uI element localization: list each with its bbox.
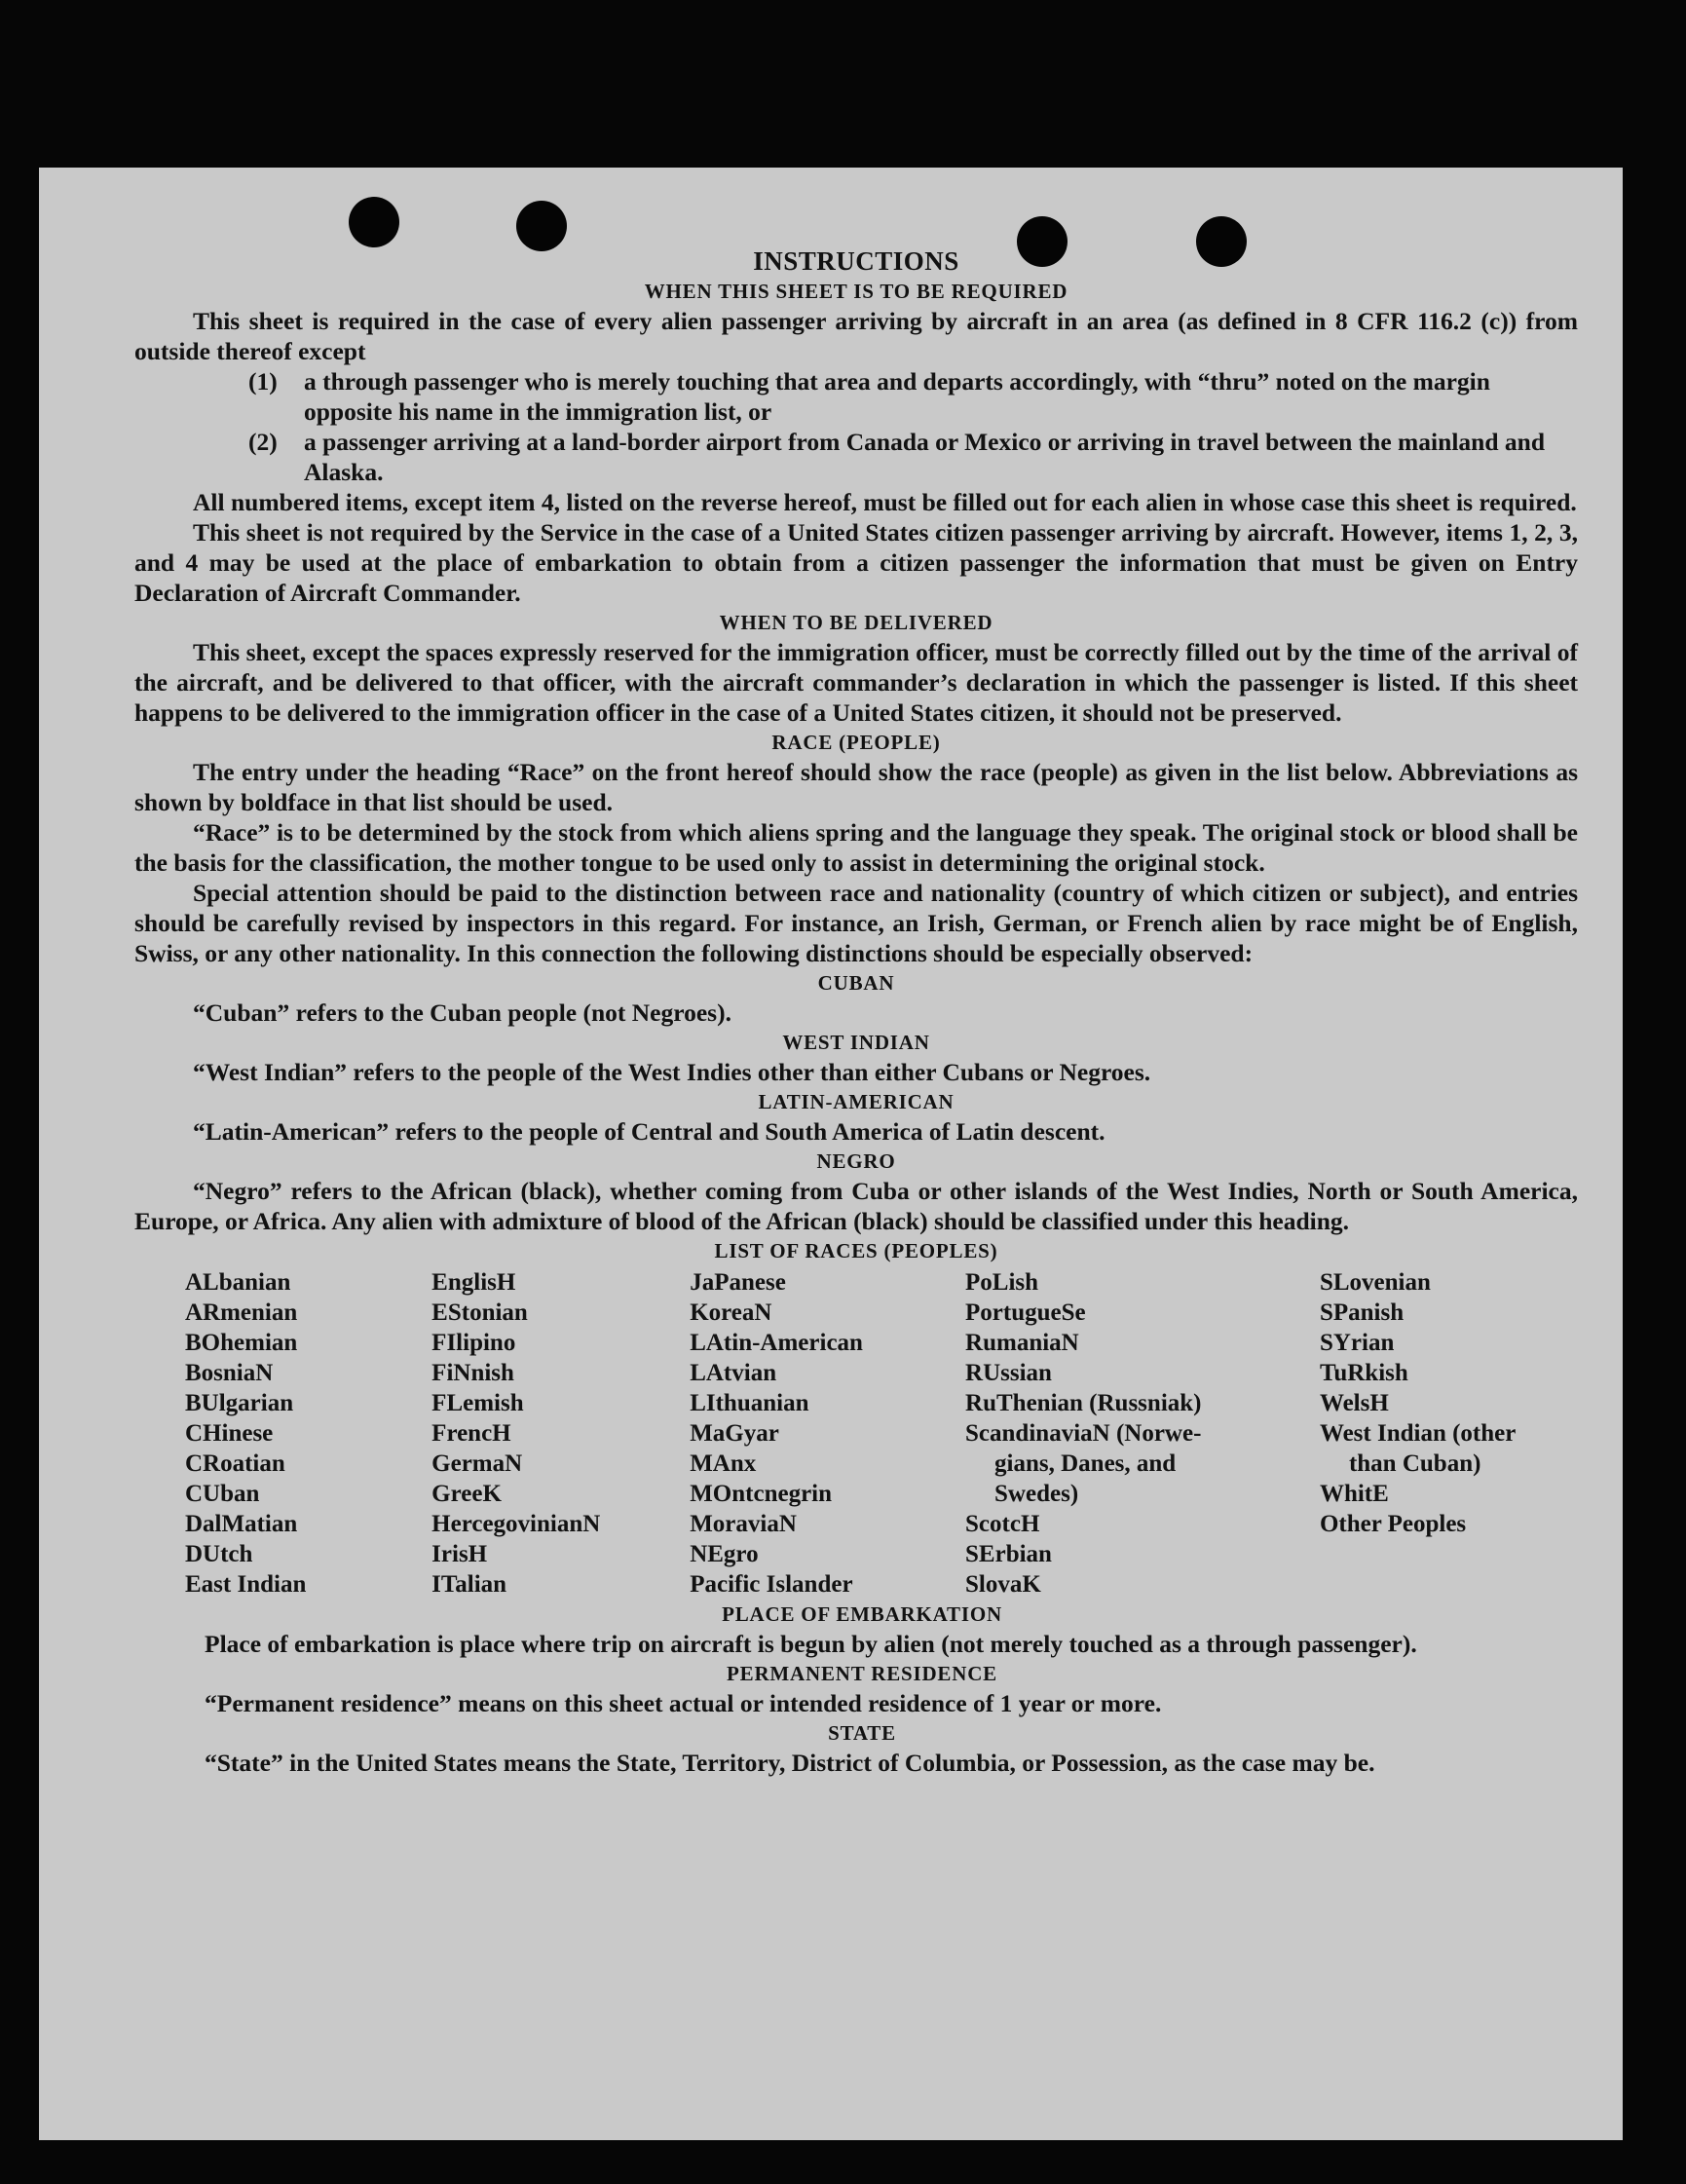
section-heading: WHEN TO BE DELIVERED: [719, 611, 993, 634]
race-entry: MAnx: [690, 1450, 757, 1477]
race-entry: PoLish: [965, 1269, 1039, 1296]
list-item: [134, 366, 1578, 427]
race-entry: West Indian (other: [1319, 1420, 1517, 1447]
race-entry: FrencH: [431, 1420, 511, 1447]
paragraph: “State” in the United States means the State, Territory, District of Columbia, or Possession, as the case may be.: [205, 1749, 1375, 1777]
section-heading: STATE: [828, 1721, 896, 1745]
race-entry: CHinese: [185, 1420, 274, 1447]
paragraph: This sheet is not required by the Service in the case of a United States citizen passenger arriving by aircraft. However, items 1, 2, 3, and 4 may be used at the place of embarkation to obtain from a citizen passenger the information that must be given on Entry Declaration of Aircraft Commander.: [134, 518, 1578, 607]
race-entry: MOntcnegrin: [690, 1481, 833, 1507]
document-body: [134, 245, 1578, 1778]
list-item: [134, 427, 1578, 487]
race-entry: ALbanian: [185, 1269, 291, 1296]
punch-hole: [516, 201, 567, 251]
section-heading: PERMANENT RESIDENCE: [727, 1662, 997, 1685]
races-column: [1320, 1267, 1578, 1600]
race-entry: CRoatian: [185, 1450, 285, 1477]
race-entry: BUlgarian: [185, 1390, 294, 1416]
race-entry: SErbian: [965, 1541, 1052, 1567]
paragraph: “Cuban” refers to the Cuban people (not Negroes).: [193, 998, 731, 1027]
paragraph: This sheet, except the spaces expressly reserved for the immigration officer, must be correctly filled out by the time of the arrival of the aircraft, and be delivered to that officer, with the aircraft commander’s declaration in which the passenger is listed. If this sheet happens to be delivered to the immigration officer in the case of a United States citizen, it should not be preserved.: [134, 638, 1578, 727]
race-entry: EStonian: [431, 1299, 528, 1326]
race-entry: GermaN: [431, 1450, 523, 1477]
section-heading: RACE (PEOPLE): [771, 731, 941, 754]
race-entry: ARmenian: [185, 1299, 298, 1326]
race-entry: BOhemian: [185, 1330, 298, 1356]
tail-sections: [146, 1600, 1578, 1778]
race-entry: FIlipino: [431, 1330, 516, 1356]
race-entry: LAtvian: [690, 1360, 777, 1386]
section-heading: NEGRO: [816, 1149, 896, 1173]
section-heading: LATIN-AMERICAN: [758, 1090, 955, 1113]
paragraph: “Permanent residence” means on this sheet actual or intended residence of 1 year or more.: [205, 1689, 1162, 1717]
race-entry: Other Peoples: [1319, 1511, 1467, 1537]
paragraph: All numbered items, except item 4, listed on the reverse hereof, must be filled out for each alien in whose case this sheet is required.: [193, 488, 1577, 516]
paragraph: “Race” is to be determined by the stock from which aliens spring and the language they speak. The original stock or blood shall be the basis for the classification, the mother tongue to be used only to assist in determining the original stock.: [134, 818, 1578, 877]
item-text: a passenger arriving at a land-border airport from Canada or Mexico or arriving in travel between the mainland and Alaska.: [304, 428, 1546, 486]
paragraph: The entry under the heading “Race” on the front hereof should show the race (people) as given in the list below. Abbreviations as shown by boldface in that list should be used.: [134, 758, 1578, 816]
race-entry: RUssian: [965, 1360, 1052, 1386]
paragraph: “Negro” refers to the African (black), whether coming from Cuba or other islands of the West Indies, North or South America, Europe, or Africa. Any alien with admixture of blood of the African (black) should be classified under this heading.: [134, 1177, 1578, 1235]
race-entry: EnglisH: [431, 1269, 516, 1296]
paragraph: Place of embarkation is place where trip on aircraft is begun by alien (not merely touched as a through passenger).: [205, 1630, 1417, 1658]
race-entry: SLovenian: [1319, 1269, 1431, 1296]
race-entry: MoraviaN: [690, 1511, 797, 1537]
punch-hole: [349, 197, 399, 247]
races-list: [185, 1267, 1578, 1600]
race-entry: CUban: [185, 1481, 260, 1507]
race-entry: MaGyar: [690, 1420, 779, 1447]
race-entry: HercegovinianN: [431, 1511, 601, 1537]
race-entry: IrisH: [431, 1541, 488, 1567]
paragraph: “Latin-American” refers to the people of Central and South America of Latin descent.: [193, 1117, 1105, 1146]
race-entry: LAtin-American: [690, 1330, 863, 1356]
page-title: INSTRUCTIONS: [753, 246, 959, 276]
race-entry: WelsH: [1319, 1390, 1389, 1416]
race-entry: ScotcH: [965, 1511, 1040, 1537]
section-heading: WHEN THIS SHEET IS TO BE REQUIRED: [644, 280, 1068, 303]
section-heading: PLACE OF EMBARKATION: [722, 1602, 1002, 1626]
item-text: a through passenger who is merely touching that area and departs accordingly, with “thru” noted on the margin opposite his name in the immigration list, or: [304, 367, 1490, 426]
race-entry: LIthuanian: [690, 1390, 809, 1416]
race-entry: JaPanese: [690, 1269, 786, 1296]
races-column: [185, 1267, 431, 1600]
race-entry: WhitE: [1319, 1481, 1389, 1507]
paragraph: “West Indian” refers to the people of the West Indies other than either Cubans or Negroes.: [193, 1058, 1151, 1086]
race-entry: PortugueSe: [965, 1299, 1086, 1326]
race-entry: GreeK: [431, 1481, 502, 1507]
race-entry: TuRkish: [1319, 1360, 1408, 1386]
race-entry: SPanish: [1319, 1299, 1405, 1326]
item-number: (1): [248, 367, 278, 395]
race-entry: KoreaN: [690, 1299, 772, 1326]
race-entry: ScandinaviaN (Norwe-: [965, 1420, 1202, 1447]
races-column: [965, 1267, 1320, 1600]
race-entry: Pacific Islander: [690, 1571, 853, 1598]
race-entry: SlovaK: [965, 1571, 1041, 1598]
race-entry: BosniaN: [185, 1360, 274, 1386]
race-entry: than Cuban): [1348, 1450, 1481, 1477]
paragraph: Special attention should be paid to the distinction between race and nationality (country of which citizen or subject), and entries should be carefully revised by inspectors in this regard. For instance, an Irish, German, or French alien by race might be of English, Swiss, or any other nationality. In this connection the following distinctions should be especially observed:: [134, 879, 1578, 967]
race-entry: DalMatian: [185, 1511, 298, 1537]
race-entry: DUtch: [185, 1541, 253, 1567]
race-entry: East Indian: [185, 1571, 307, 1598]
section-heading: CUBAN: [817, 971, 895, 995]
item-number: (2): [248, 428, 278, 456]
race-entry: RumaniaN: [965, 1330, 1079, 1356]
races-column: [690, 1267, 965, 1600]
race-entry: FiNnish: [431, 1360, 514, 1386]
section-heading: WEST INDIAN: [782, 1031, 930, 1054]
race-entry: Swedes): [994, 1481, 1079, 1507]
race-entry: gians, Danes, and: [994, 1450, 1177, 1477]
race-entry: SYrian: [1319, 1330, 1395, 1356]
instruction-sheet: [39, 168, 1623, 2140]
race-entry: NEgro: [690, 1541, 759, 1567]
race-entry: RuThenian (Russniak): [965, 1390, 1202, 1416]
races-column: [431, 1267, 690, 1600]
section-heading: LIST OF RACES (PEOPLES): [714, 1239, 998, 1262]
race-entry: FLemish: [431, 1390, 524, 1416]
race-entry: ITalian: [431, 1571, 507, 1598]
paragraph: This sheet is required in the case of every alien passenger arriving by aircraft in an area (as defined in 8 CFR 116.2 (c)) from outside thereof except: [134, 307, 1578, 365]
